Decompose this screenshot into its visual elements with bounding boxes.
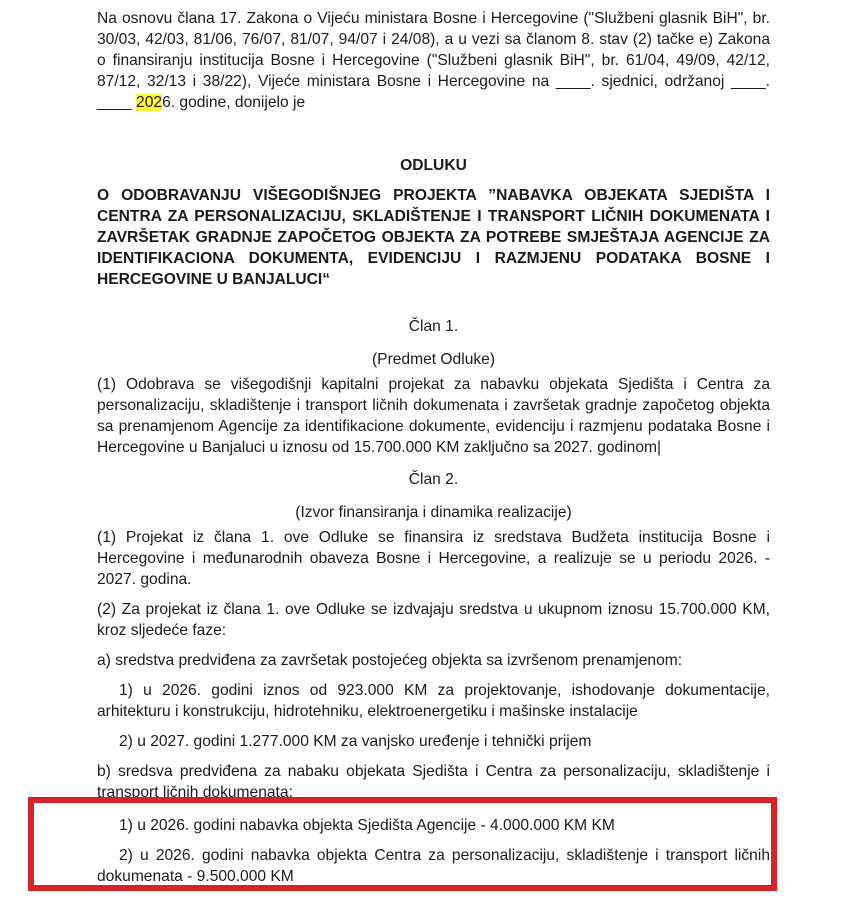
annotated-section (97, 815, 770, 887)
article-1-paragraph-text: (1) Odobrava se višegodišnji kapitalni projekat za nabavku objekata Sjedišta i Centra za personalizaciju, skladištenje i transport ličnih dokumenata i završetak gradnje započetog objekta sa prenamjenom Agencije za identifikacione dokumente, evidenciju i razmjenu podataka Bosne i Hercegovine u Banjaluci u iznosu od 15.700.000 KM zaključno sa 2027. godinom (97, 376, 770, 456)
highlighted-year: 202 (136, 94, 163, 111)
article-2-paragraph-2: (2) Za projekat iz člana 1. ove Odluke se izdvajaju sredstva u ukupnom iznosu 15.700.000 KM, kroz sljedeće faze: (97, 601, 770, 639)
item-b-1: 1) u 2026. godini nabavka objekta Sjedišta Agencije - 4.000.000 KM KM (119, 817, 615, 834)
article-2-paragraph-1: (1) Projekat iz člana 1. ove Odluke se finansira iz sredstava Budžeta institucija Bosne i Hercegovine i međunarodnih obaveza Bosne i Hercegovine, a realizuje se u periodu 2026. - 2027. godina. (97, 529, 770, 588)
item-b: b) sredsva predviđena za nabaku objekata Sjedišta i Centra za personalizaciju, skladištenje i transport ličnih dokumenata: (97, 763, 770, 801)
article-1-paragraph (97, 374, 770, 458)
intro-text-after-highlight: 6. godine, donijelo je (162, 94, 306, 111)
item-a-2: 2) u 2027. godini 1.277.000 KM za vanjsko uređenje i tehnički prijem (119, 733, 592, 750)
decision-title: O ODOBRAVANJU VIŠEGODIŠNJEG PROJEKTA ”NABAVKA OBJEKATA SJEDIŠTA I CENTRA ZA PERSONALIZACIJU, SKLADIŠTENJE I TRANSPORT LIČNIH DOKUMENATA I ZAVRŠETAK GRADNJE ZAPOČETOG OBJEKTA ZA POTREBE SMJEŠTAJA AGENCIJE ZA IDENTIFIKACIONA DOKUMENTA, EVIDENCIJU I RAZMJENU PODATAKA BOSNE I HERCEGOVINE U BANJALUCI“ (97, 187, 770, 288)
intro-paragraph (97, 8, 770, 113)
item-b-2: 2) u 2026. godini nabavka objekta Centra za personalizaciju, skladištenje i transport ličnih dokumenata - 9.500.000 KM (97, 847, 770, 885)
text-cursor: | (657, 439, 661, 456)
item-a: a) sredstva predviđena za završetak postojećeg objekta sa izvršenom prenamjenom: (97, 652, 683, 669)
article-2-heading: Član 2. (408, 471, 459, 488)
article-2-subtitle: (Izvor finansiranja i dinamika realizacije) (295, 504, 572, 521)
intro-text-before-highlight: Na osnovu člana 17. Zakona o Vijeću ministara Bosne i Hercegovine ("Službeni glasnik BiH", br. 30/03, 42/03, 81/06, 76/07, 81/07, 94/07 i 24/08), a u vezi sa članom 8. stav (2) tačke e) Zakona o finansiranju institucija Bosne i Hercegovine ("Službeni glasnik BiH", br. 61/04, 49/09, 42/12, 87/12, 32/13 i 38/22), Vijeće ministara Bosne i Hercegovine na ____. sjednici, održanoj ____. ____ (97, 10, 770, 111)
item-a-1: 1) u 2026. godini iznos od 923.000 KM za projektovanje, ishodovanje dokumentacije, arhitekturu i konstrukciju, hidrotehniku, elektroenergetiku i mašinske instalacije (97, 682, 770, 720)
article-1-subtitle: (Predmet Odluke) (371, 351, 496, 368)
article-1-heading: Član 1. (408, 318, 459, 335)
decision-heading: ODLUKU (400, 157, 467, 174)
